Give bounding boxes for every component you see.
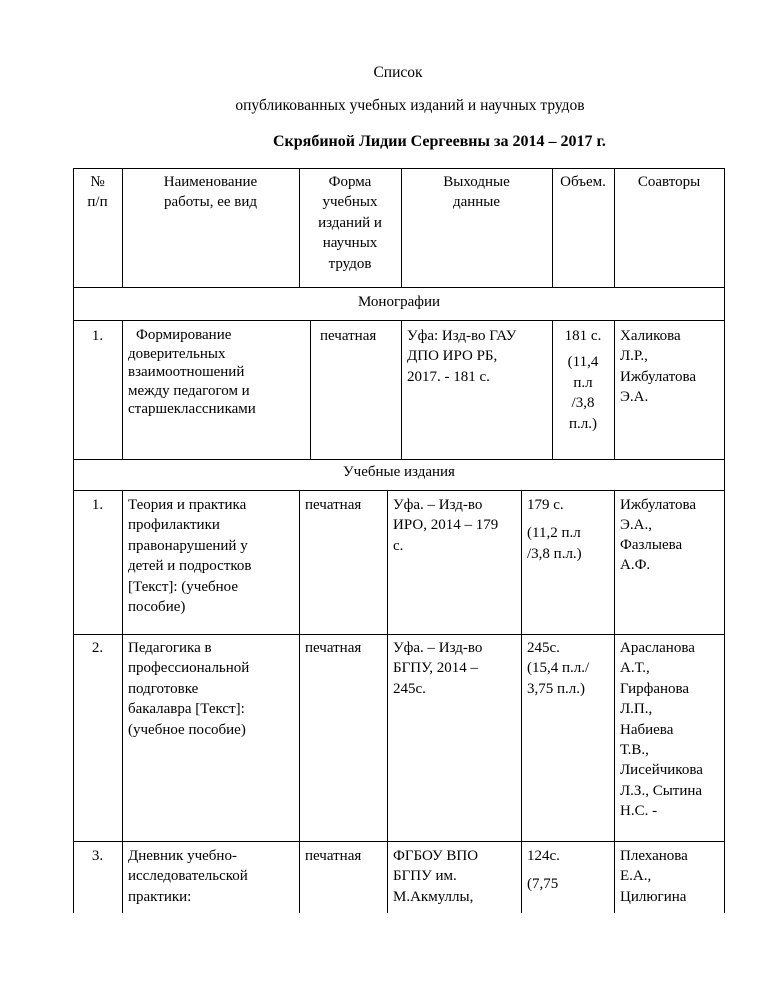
- document-author-line: Скрябиной Лидии Сергеевны за 2014 – 2017 г.: [273, 133, 606, 150]
- row-num: 2.: [91, 640, 104, 656]
- row-name: Дневник учебно- исследовательской практики:: [128, 848, 248, 905]
- row-form: печатная: [320, 328, 377, 344]
- row-coauthors: Арасланова А.Т., Гирфанова Л.П., Набиева Т.В., Лисейчикова Л.З., Сытина Н.С. -: [620, 640, 703, 820]
- header-output: Выходные данные: [443, 174, 510, 211]
- row-num: 1.: [91, 497, 104, 513]
- header-coauthors: Соавторы: [637, 174, 701, 190]
- row-name: Педагогика в профессиональной подготовке бакалавра [Текст]: (учебное пособие): [128, 640, 250, 738]
- column-divider: [614, 490, 615, 913]
- table-row-divider: [73, 841, 725, 842]
- table-row-divider: [73, 490, 725, 491]
- row-output: Уфа: Изд-во ГАУ ДПО ИРО РБ, 2017. - 181 с.: [407, 328, 517, 385]
- row-output: Уфа. – Изд-во ИРО, 2014 – 179 с.: [393, 497, 499, 554]
- row-form: печатная: [305, 848, 362, 864]
- header-name: Наименование работы, ее вид: [163, 174, 258, 211]
- table-row-divider: [73, 459, 725, 460]
- row-name: Теория и практика профилактики правонарушений у детей и подростков [Текст]: (учебное пособие): [128, 497, 252, 616]
- document-title: Список: [373, 64, 423, 81]
- column-divider: [122, 490, 123, 913]
- row-form: печатная: [305, 640, 362, 656]
- row-volume: 181 с. (11,4 п.л /3,8 п.л.): [564, 328, 602, 432]
- table-row-divider: [73, 287, 725, 288]
- table-border-right: [724, 168, 725, 913]
- header-num: № п/п: [87, 174, 108, 211]
- table-border-top: [73, 168, 725, 169]
- table-row-divider: [73, 634, 725, 635]
- row-num: 1.: [91, 328, 104, 344]
- column-divider: [614, 320, 615, 459]
- table-border-left: [73, 168, 74, 913]
- row-volume: 245с. (15,4 п.л./ 3,75 п.л.): [527, 640, 590, 697]
- table-row-divider: [73, 320, 725, 321]
- column-divider: [310, 320, 311, 459]
- column-divider: [122, 320, 123, 459]
- row-volume: 179 с. (11,2 п.л /3,8 п.л.): [527, 497, 582, 562]
- header-form: Форма учебных изданий и научных трудов: [318, 174, 382, 272]
- row-num: 3.: [91, 848, 104, 864]
- column-divider: [387, 490, 388, 913]
- section-textbooks: Учебные издания: [343, 464, 455, 480]
- row-output: Уфа. – Изд-во БГПУ, 2014 – 245с.: [393, 640, 483, 697]
- row-name: Формирование доверительных взаимоотношений между педагогом и старшеклассниками: [128, 327, 256, 417]
- row-coauthors: Плеханова Е.А., Цилюгина: [620, 848, 688, 905]
- column-divider: [521, 490, 522, 913]
- row-form: печатная: [305, 497, 362, 513]
- column-divider: [401, 320, 402, 459]
- header-volume: Объем.: [560, 174, 606, 190]
- section-monographs: Монографии: [357, 294, 441, 310]
- row-volume: 124с. (7,75: [527, 848, 560, 893]
- row-coauthors: Ижбулатова Э.А., Фазлыева А.Ф.: [620, 497, 697, 573]
- column-divider: [299, 490, 300, 913]
- row-coauthors: Халикова Л.Р., Ижбулатова Э.А.: [620, 328, 697, 406]
- row-output: ФГБОУ ВПО БГПУ им. М.Акмуллы,: [393, 848, 479, 905]
- document-subtitle: опубликованных учебных изданий и научных трудов: [235, 97, 585, 114]
